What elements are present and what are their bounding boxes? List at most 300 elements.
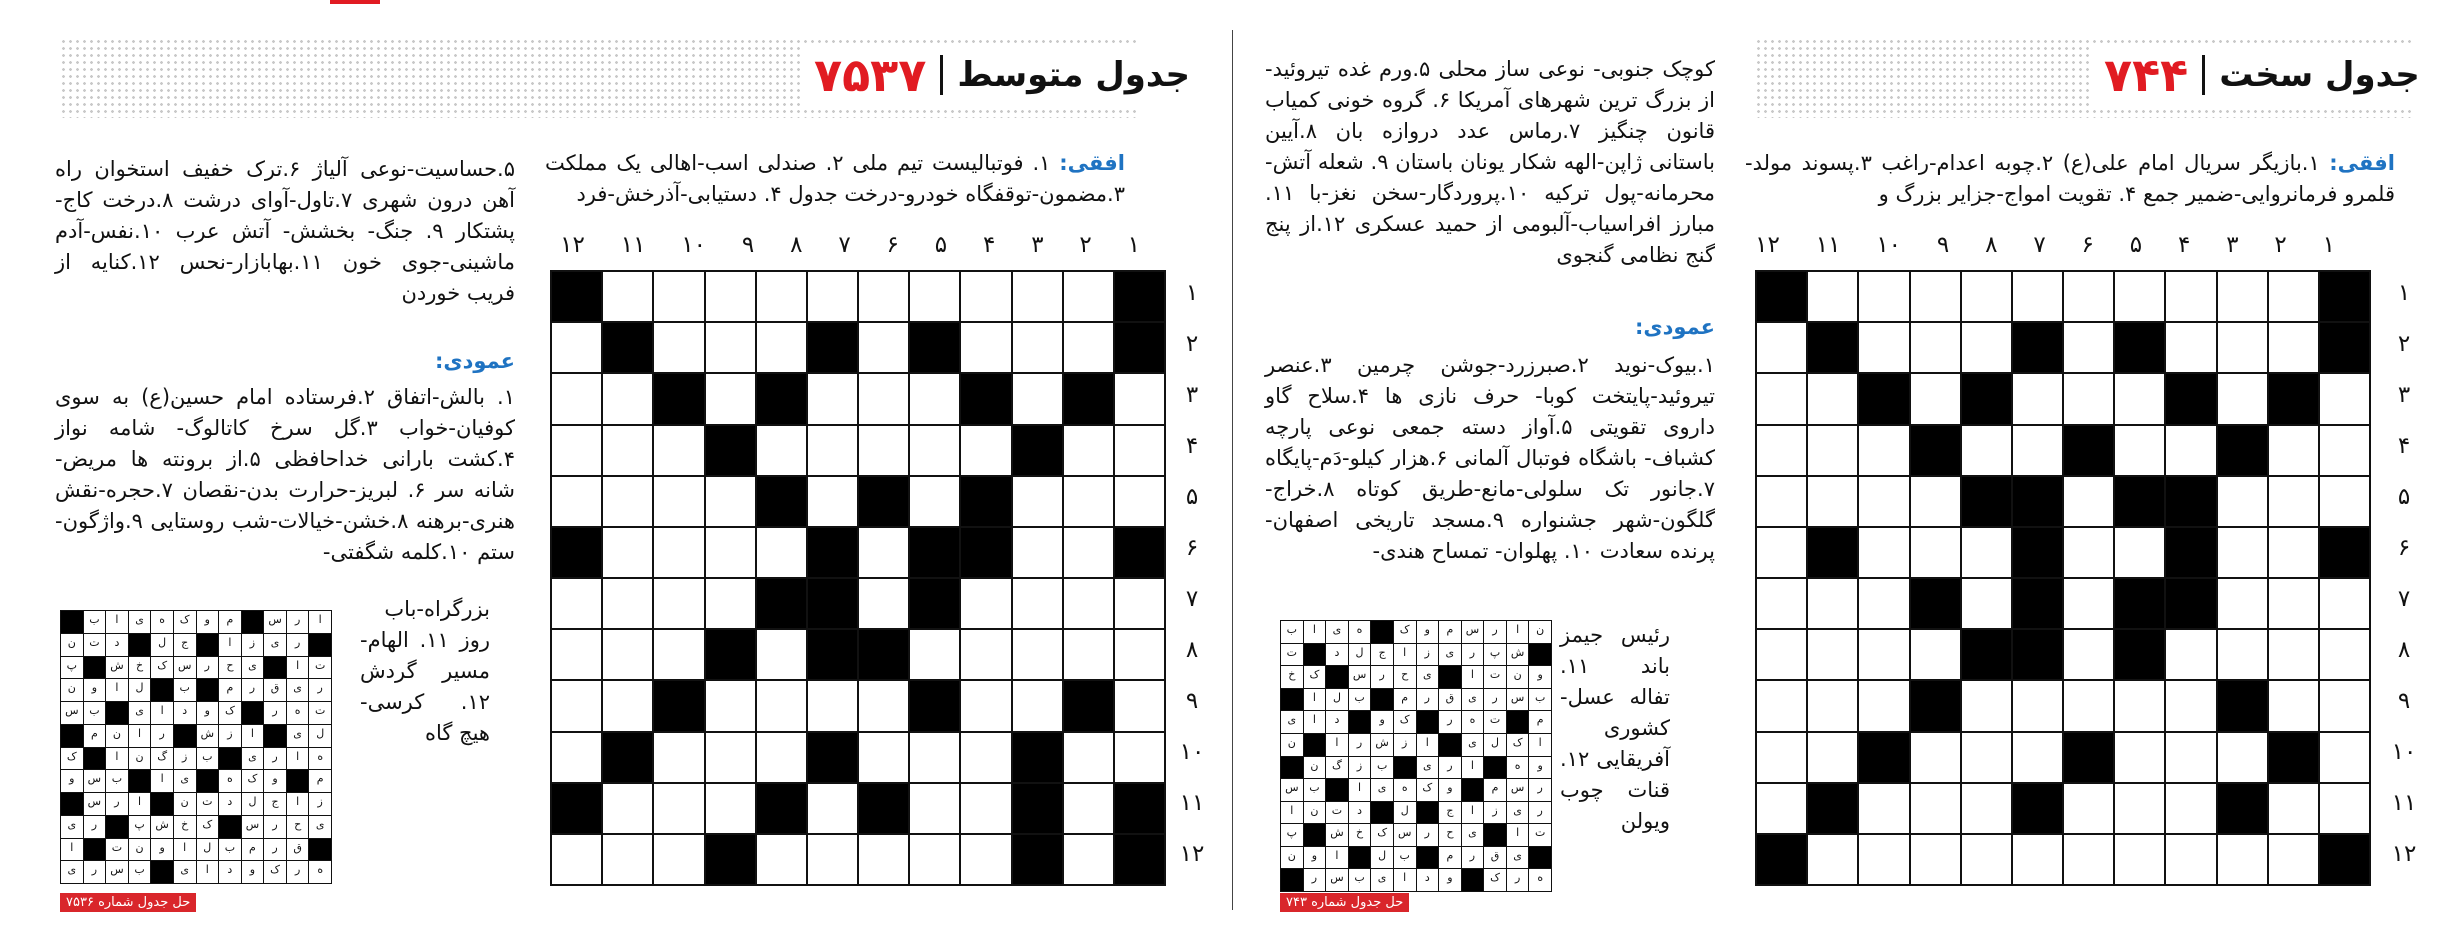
grid-cell[interactable] [1859, 477, 1908, 526]
column-number: ۵ [2129, 232, 2143, 258]
solution-black-cell [197, 634, 219, 656]
grid-cell[interactable] [2013, 272, 2062, 321]
grid-cell[interactable] [910, 784, 959, 833]
grid-cell[interactable] [1808, 835, 1857, 884]
black-cell [1859, 733, 1908, 782]
grid-cell[interactable] [552, 323, 601, 372]
grid-cell[interactable] [1962, 681, 2011, 730]
grid-cell[interactable] [654, 733, 703, 782]
black-cell [910, 528, 959, 577]
grid-cell[interactable] [1064, 426, 1113, 475]
grid-cell[interactable] [706, 374, 755, 423]
grid-cell[interactable] [654, 835, 703, 884]
grid-cell[interactable] [1064, 528, 1113, 577]
solution-letter: ک [1507, 734, 1529, 756]
grid-cell[interactable] [706, 579, 755, 628]
solution-letter: ی [1417, 666, 1439, 688]
grid-cell[interactable] [1115, 733, 1164, 782]
grid-cell[interactable] [2218, 579, 2267, 628]
solution-letter: ر [1529, 802, 1551, 824]
solution-black-cell [1507, 711, 1529, 733]
solution-black-cell [1281, 689, 1303, 711]
solution-letter: ک [1394, 621, 1416, 643]
grid-cell[interactable] [859, 733, 908, 782]
grid-cell[interactable] [1757, 426, 1806, 475]
grid-cell[interactable] [2115, 733, 2164, 782]
grid-cell[interactable] [603, 477, 652, 526]
solution-letter: ی [129, 611, 151, 633]
grid-cell[interactable] [2166, 835, 2215, 884]
grid-cell[interactable] [1911, 323, 1960, 372]
grid-cell[interactable] [603, 835, 652, 884]
grid-cell[interactable] [2269, 579, 2318, 628]
grid-cell[interactable] [910, 426, 959, 475]
grid-cell[interactable] [2013, 733, 2062, 782]
grid-cell[interactable] [1911, 733, 1960, 782]
grid-cell[interactable] [2115, 374, 2164, 423]
grid-cell[interactable] [2115, 272, 2164, 321]
grid-cell[interactable] [757, 835, 806, 884]
right-continued-across-text: کوچک جنوبی- نوعی ساز محلی ۵.ورم غده تیروئید- از بزرگ ترین شهرهای آمریکا ۶. گروه خونی کمیاب قانون چنگیز ۷.رماس عدد دروازه بان ۸.آیین باستانی ژاپن-الهه شکار یونان باستان ۹. شعله آتش-محرمانه-پول ترکیه ۱۰.پروردگار-سخن نغز-با ۱۱. مبارز افراسیاب-آلبومی از حمید عسکری ۱۲.از پنج گنج نظامی گنجوی [1265, 57, 1715, 267]
solution-letter: ر [1304, 869, 1326, 891]
grid-cell[interactable] [1115, 579, 1164, 628]
grid-cell[interactable] [706, 272, 755, 321]
grid-cell[interactable] [1757, 374, 1806, 423]
grid-cell[interactable] [1064, 323, 1113, 372]
grid-cell[interactable] [2166, 733, 2215, 782]
solution-letter: ن [1281, 734, 1303, 756]
grid-cell[interactable] [552, 579, 601, 628]
row-number: ۹ [1185, 688, 1199, 714]
grid-cell[interactable] [1911, 630, 1960, 679]
black-cell [654, 681, 703, 730]
grid-cell[interactable] [1013, 579, 1062, 628]
grid-cell[interactable] [2166, 323, 2215, 372]
solution-letter: و [1529, 757, 1551, 779]
grid-cell[interactable] [1757, 784, 1806, 833]
grid-cell[interactable] [961, 630, 1010, 679]
solution-letter: ا [309, 611, 331, 633]
grid-cell[interactable] [2320, 426, 2369, 475]
solution-letter: س [1349, 666, 1371, 688]
grid-cell[interactable] [2269, 681, 2318, 730]
grid-cell[interactable] [757, 630, 806, 679]
solution-black-cell [1326, 779, 1348, 801]
grid-cell[interactable] [1115, 374, 1164, 423]
grid-cell[interactable] [1064, 733, 1113, 782]
grid-cell[interactable] [859, 579, 908, 628]
grid-cell[interactable] [654, 323, 703, 372]
solution-letter: ن [61, 679, 83, 701]
grid-cell[interactable] [2115, 835, 2164, 884]
black-cell [1808, 528, 1857, 577]
left-crossword-grid [550, 270, 1166, 886]
grid-cell[interactable] [1013, 272, 1062, 321]
grid-cell[interactable] [603, 579, 652, 628]
solution-letter: ا [1462, 802, 1484, 824]
solution-letter: ت [84, 634, 106, 656]
grid-cell[interactable] [1962, 733, 2011, 782]
grid-cell[interactable] [1064, 579, 1113, 628]
solution-letter: ل [1394, 802, 1416, 824]
grid-cell[interactable] [654, 426, 703, 475]
grid-cell[interactable] [1859, 681, 1908, 730]
solution-letter: ی [242, 657, 264, 679]
solution-letter: ا [106, 679, 128, 701]
grid-cell[interactable] [1064, 272, 1113, 321]
grid-cell[interactable] [2064, 272, 2113, 321]
grid-cell[interactable] [1757, 681, 1806, 730]
grid-cell[interactable] [859, 835, 908, 884]
solution-letter: ا [1304, 711, 1326, 733]
grid-cell[interactable] [910, 630, 959, 679]
black-cell [2115, 630, 2164, 679]
black-cell [808, 528, 857, 577]
grid-cell[interactable] [1808, 374, 1857, 423]
solution-letter: س [1394, 824, 1416, 846]
solution-black-cell [1484, 757, 1506, 779]
grid-cell[interactable] [2218, 477, 2267, 526]
grid-cell[interactable] [2166, 426, 2215, 475]
solution-letter: م [1439, 847, 1461, 869]
grid-cell[interactable] [2064, 835, 2113, 884]
solution-letter: ر [309, 679, 331, 701]
solution-letter: ز [242, 634, 264, 656]
grid-cell[interactable] [2115, 426, 2164, 475]
grid-cell[interactable] [706, 323, 755, 372]
solution-black-cell [1281, 757, 1303, 779]
grid-cell[interactable] [2269, 784, 2318, 833]
grid-cell[interactable] [808, 272, 857, 321]
solution-black-cell [151, 861, 173, 883]
grid-cell[interactable] [2064, 630, 2113, 679]
grid-cell[interactable] [706, 681, 755, 730]
grid-cell[interactable] [1013, 630, 1062, 679]
grid-cell[interactable] [2320, 477, 2369, 526]
grid-cell[interactable] [552, 374, 601, 423]
solution-letter: ل [1326, 689, 1348, 711]
solution-letter: ز [1417, 644, 1439, 666]
grid-cell[interactable] [910, 374, 959, 423]
grid-cell[interactable] [603, 426, 652, 475]
grid-cell[interactable] [2166, 784, 2215, 833]
solution-letter: م [309, 770, 331, 792]
black-cell [552, 272, 601, 321]
grid-cell[interactable] [961, 835, 1010, 884]
black-cell [2013, 579, 2062, 628]
grid-cell[interactable] [2013, 426, 2062, 475]
grid-cell[interactable] [1013, 681, 1062, 730]
grid-cell[interactable] [1859, 784, 1908, 833]
solution-black-cell [1484, 824, 1506, 846]
solution-letter: ا [61, 839, 83, 861]
grid-cell[interactable] [961, 733, 1010, 782]
grid-cell[interactable] [2218, 630, 2267, 679]
grid-cell[interactable] [654, 272, 703, 321]
grid-cell[interactable] [2064, 477, 2113, 526]
grid-cell[interactable] [2013, 374, 2062, 423]
grid-cell[interactable] [1013, 374, 1062, 423]
solution-letter: ر [1439, 757, 1461, 779]
grid-cell[interactable] [1757, 630, 1806, 679]
grid-cell[interactable] [2115, 681, 2164, 730]
solution-letter: ت [1484, 666, 1506, 688]
grid-cell[interactable] [552, 630, 601, 679]
grid-cell[interactable] [1064, 784, 1113, 833]
grid-cell[interactable] [654, 477, 703, 526]
grid-cell[interactable] [1859, 272, 1908, 321]
grid-cell[interactable] [2269, 272, 2318, 321]
solution-letter: ی [174, 770, 196, 792]
grid-cell[interactable] [1911, 477, 1960, 526]
grid-cell[interactable] [2166, 630, 2215, 679]
grid-cell[interactable] [2218, 528, 2267, 577]
grid-cell[interactable] [1115, 477, 1164, 526]
solution-letter: ش [1326, 824, 1348, 846]
grid-cell[interactable] [859, 681, 908, 730]
grid-cell[interactable] [1115, 426, 1164, 475]
grid-cell[interactable] [961, 323, 1010, 372]
grid-cell[interactable] [1013, 323, 1062, 372]
grid-cell[interactable] [1757, 733, 1806, 782]
black-cell [757, 784, 806, 833]
grid-cell[interactable] [2218, 323, 2267, 372]
grid-cell[interactable] [706, 784, 755, 833]
grid-cell[interactable] [2013, 835, 2062, 884]
grid-cell[interactable] [1808, 681, 1857, 730]
grid-cell[interactable] [2115, 528, 2164, 577]
grid-cell[interactable] [2269, 528, 2318, 577]
grid-cell[interactable] [757, 426, 806, 475]
grid-cell[interactable] [603, 681, 652, 730]
grid-cell[interactable] [2269, 323, 2318, 372]
grid-cell[interactable] [552, 426, 601, 475]
grid-cell[interactable] [2218, 272, 2267, 321]
grid-cell[interactable] [910, 835, 959, 884]
grid-cell[interactable] [706, 528, 755, 577]
grid-cell[interactable] [910, 733, 959, 782]
grid-cell[interactable] [654, 630, 703, 679]
solution-black-cell [264, 725, 286, 747]
grid-cell[interactable] [1962, 426, 2011, 475]
grid-cell[interactable] [2269, 630, 2318, 679]
solution-letter: ر [1417, 824, 1439, 846]
solution-letter: ا [1326, 734, 1348, 756]
grid-cell[interactable] [1757, 528, 1806, 577]
grid-cell[interactable] [2218, 733, 2267, 782]
grid-cell[interactable] [2166, 681, 2215, 730]
grid-cell[interactable] [2320, 630, 2369, 679]
grid-cell[interactable] [2064, 784, 2113, 833]
grid-cell[interactable] [961, 579, 1010, 628]
grid-cell[interactable] [757, 272, 806, 321]
solution-letter: ج [1371, 644, 1393, 666]
grid-cell[interactable] [1808, 630, 1857, 679]
row-number: ۳ [2397, 382, 2411, 408]
grid-cell[interactable] [1962, 528, 2011, 577]
grid-cell[interactable] [603, 630, 652, 679]
grid-cell[interactable] [706, 477, 755, 526]
black-cell [603, 323, 652, 372]
grid-cell[interactable] [1962, 323, 2011, 372]
solution-letter: ح [219, 657, 241, 679]
grid-cell[interactable] [2218, 835, 2267, 884]
grid-cell[interactable] [808, 681, 857, 730]
grid-cell[interactable] [1911, 272, 1960, 321]
grid-cell[interactable] [1911, 835, 1960, 884]
grid-cell[interactable] [859, 528, 908, 577]
grid-cell[interactable] [2166, 272, 2215, 321]
grid-cell[interactable] [2064, 528, 2113, 577]
grid-cell[interactable] [961, 426, 1010, 475]
grid-cell[interactable] [2269, 426, 2318, 475]
grid-cell[interactable] [1808, 733, 1857, 782]
solution-letter: ک [151, 657, 173, 679]
grid-cell[interactable] [603, 374, 652, 423]
grid-cell[interactable] [654, 784, 703, 833]
grid-cell[interactable] [552, 733, 601, 782]
grid-cell[interactable] [808, 835, 857, 884]
solution-letter: س [1507, 779, 1529, 801]
right-down-heading-block [1265, 312, 1715, 343]
solution-letter: و [1304, 847, 1326, 869]
grid-cell[interactable] [654, 579, 703, 628]
grid-cell[interactable] [552, 681, 601, 730]
grid-cell[interactable] [1064, 630, 1113, 679]
grid-cell[interactable] [603, 784, 652, 833]
grid-cell[interactable] [910, 272, 959, 321]
black-cell [603, 733, 652, 782]
solution-letter: ب [219, 839, 241, 861]
grid-cell[interactable] [603, 528, 652, 577]
solution-letter: ز [219, 725, 241, 747]
solution-letter: ی [1326, 621, 1348, 643]
grid-cell[interactable] [2320, 579, 2369, 628]
grid-cell[interactable] [1013, 528, 1062, 577]
grid-cell[interactable] [757, 528, 806, 577]
left-across-clues [545, 148, 1125, 210]
grid-cell[interactable] [1859, 579, 1908, 628]
grid-cell[interactable] [2218, 374, 2267, 423]
grid-cell[interactable] [1115, 630, 1164, 679]
grid-cell[interactable] [1911, 784, 1960, 833]
row-number: ۱۱ [2391, 790, 2417, 816]
grid-cell[interactable] [1757, 579, 1806, 628]
grid-cell[interactable] [961, 784, 1010, 833]
grid-cell[interactable] [1808, 579, 1857, 628]
grid-cell[interactable] [552, 477, 601, 526]
grid-cell[interactable] [1911, 528, 1960, 577]
grid-cell[interactable] [1911, 374, 1960, 423]
solution-letter: ک [174, 611, 196, 633]
solution-black-cell [84, 657, 106, 679]
grid-cell[interactable] [1859, 630, 1908, 679]
grid-cell[interactable] [1115, 681, 1164, 730]
right-across-heading: افقی: [2329, 151, 2395, 175]
grid-cell[interactable] [603, 272, 652, 321]
solution-letter: د [1326, 644, 1348, 666]
grid-cell[interactable] [1064, 835, 1113, 884]
grid-cell[interactable] [961, 272, 1010, 321]
grid-cell[interactable] [859, 272, 908, 321]
grid-cell[interactable] [2269, 835, 2318, 884]
right-column-numbers [1755, 232, 2335, 258]
grid-cell[interactable] [2320, 681, 2369, 730]
black-cell [552, 784, 601, 833]
grid-cell[interactable] [910, 477, 959, 526]
grid-cell[interactable] [1757, 323, 1806, 372]
grid-cell[interactable] [859, 323, 908, 372]
grid-cell[interactable] [808, 477, 857, 526]
grid-cell[interactable] [757, 323, 806, 372]
solution-letter: ه [1529, 869, 1551, 891]
grid-cell[interactable] [1859, 426, 1908, 475]
title-separator [940, 55, 943, 95]
black-cell [706, 426, 755, 475]
grid-cell[interactable] [2320, 733, 2369, 782]
solution-black-cell [242, 611, 264, 633]
solution-letter: ی [1439, 644, 1461, 666]
black-cell [1064, 681, 1113, 730]
row-number: ۱۲ [2391, 841, 2417, 867]
solution-black-cell [1417, 847, 1439, 869]
solution-letter: ل [1349, 644, 1371, 666]
grid-cell[interactable] [1962, 784, 2011, 833]
grid-cell[interactable] [1808, 426, 1857, 475]
solution-letter: ب [129, 861, 151, 883]
grid-cell[interactable] [1064, 477, 1113, 526]
grid-cell[interactable] [2064, 681, 2113, 730]
grid-cell[interactable] [859, 374, 908, 423]
grid-cell[interactable] [1808, 477, 1857, 526]
grid-cell[interactable] [2320, 784, 2369, 833]
grid-cell[interactable] [1962, 835, 2011, 884]
grid-cell[interactable] [2064, 323, 2113, 372]
grid-cell[interactable] [2064, 579, 2113, 628]
grid-cell[interactable] [706, 733, 755, 782]
solution-letter: ک [242, 770, 264, 792]
black-cell [1911, 579, 1960, 628]
grid-cell[interactable] [757, 681, 806, 730]
grid-cell[interactable] [1757, 477, 1806, 526]
grid-cell[interactable] [1962, 272, 2011, 321]
grid-cell[interactable] [2013, 681, 2062, 730]
grid-cell[interactable] [757, 733, 806, 782]
grid-cell[interactable] [808, 784, 857, 833]
grid-cell[interactable] [654, 528, 703, 577]
solution-black-cell [1326, 666, 1348, 688]
grid-cell[interactable] [1808, 272, 1857, 321]
grid-cell[interactable] [1859, 528, 1908, 577]
grid-cell[interactable] [1859, 835, 1908, 884]
grid-cell[interactable] [1859, 323, 1908, 372]
grid-cell[interactable] [2115, 784, 2164, 833]
grid-cell[interactable] [961, 681, 1010, 730]
solution-letter: ت [106, 839, 128, 861]
page-divider [1232, 30, 1233, 910]
grid-cell[interactable] [1962, 579, 2011, 628]
solution-letter: م [242, 839, 264, 861]
grid-cell[interactable] [1013, 477, 1062, 526]
grid-cell[interactable] [552, 835, 601, 884]
grid-cell[interactable] [2269, 477, 2318, 526]
grid-cell[interactable] [2320, 374, 2369, 423]
grid-cell[interactable] [859, 426, 908, 475]
grid-cell[interactable] [808, 426, 857, 475]
column-number: ۷ [838, 232, 851, 258]
grid-cell[interactable] [808, 374, 857, 423]
grid-cell[interactable] [2064, 374, 2113, 423]
